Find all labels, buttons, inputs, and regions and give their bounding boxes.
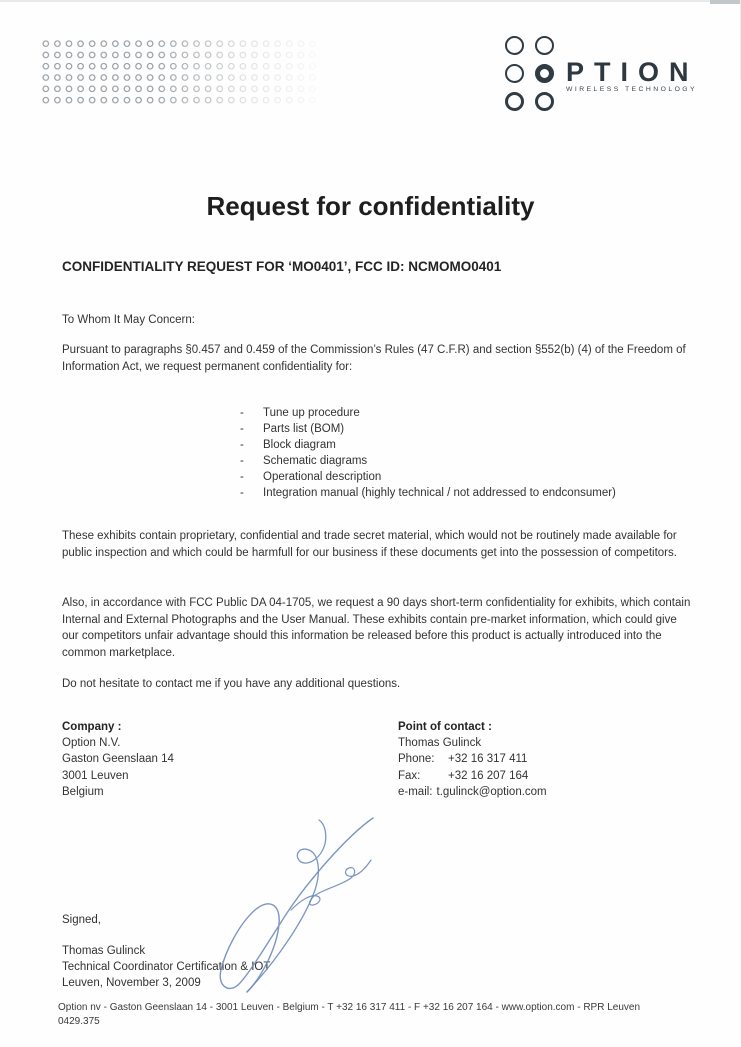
poc-heading: Point of contact : [398, 721, 492, 733]
logo-text-block [566, 57, 699, 111]
list-item [240, 453, 616, 469]
list-item [240, 469, 616, 485]
list-dash: - [240, 471, 244, 484]
company-name: Option N.V. [62, 737, 121, 750]
list-item-label: Tune up procedure [263, 407, 360, 419]
option-logo [505, 36, 699, 111]
dot-pattern-decoration [40, 38, 318, 106]
list-item [240, 437, 616, 453]
logo-letter-o-icon [535, 64, 554, 83]
list-item-label: Schematic diagrams [263, 455, 368, 468]
list-item-label: Integration manual (highly technical / not addressed to endconsumer) [263, 487, 616, 500]
signatory-block [62, 943, 270, 992]
company-heading: Company : [62, 721, 122, 733]
list-item [240, 405, 616, 421]
paragraph-contact-invite: Do not hesitate to contact me if you have any additional questions. [62, 678, 401, 690]
list-dash: - [240, 455, 244, 468]
list-item [240, 485, 616, 501]
fax-label: Fax: [398, 769, 421, 782]
logo-circle-icon [505, 92, 524, 111]
email-label: e-mail: [398, 785, 433, 798]
logo-circle-icon [505, 64, 524, 83]
phone-value: +32 16 317 411 [448, 753, 528, 766]
fax-value: +32 16 207 164 [448, 769, 529, 782]
company-country: Belgium [62, 785, 104, 798]
paragraph-exhibits: These exhibits contain proprietary, confidential and trade secret material, which would not be routinely made available for public inspection and which could be harmfull for our business if these documents get into the possession of competitors. [62, 530, 677, 559]
list-item-label: Block diagram [263, 439, 336, 452]
scan-artifact-top-line [0, 0, 741, 2]
company-street: Gaston Geenslaan 14 [62, 753, 174, 766]
poc-email-row [398, 784, 688, 800]
poc-fax-row [398, 768, 688, 784]
list-dash: - [240, 487, 244, 500]
logo-circle-icon [535, 92, 554, 111]
signature-place-date: Leuven, November 3, 2009 [62, 977, 201, 990]
exhibit-list [240, 405, 616, 502]
document-title: Request for confidentiality [206, 191, 535, 221]
signed-label: Signed, [62, 914, 102, 926]
poc-phone-row [398, 751, 688, 767]
logo-wordmark: PTION [566, 57, 699, 87]
list-item-label: Parts list (BOM) [263, 423, 345, 436]
logo-tagline: WIRELESS TECHNOLOGY [566, 86, 698, 93]
scan-artifact-corner-mark [710, 0, 741, 4]
email-value: t.gulinck@option.com [436, 785, 547, 798]
confidentiality-request-heading: CONFIDENTIALITY REQUEST FOR ‘MO0401’, FCC ID: NCMOMO0401 [62, 259, 502, 274]
logo-circle-grid-icon [505, 36, 554, 111]
company-city: 3001 Leuven [62, 769, 129, 782]
footer-line-2: 0429.375 [58, 1015, 100, 1027]
poc-name: Thomas Gulinck [398, 737, 482, 750]
letterhead-footer [58, 1001, 718, 1028]
paragraph-shortterm: Also, in accordance with FCC Public DA 04-1705, we request a 90 days short-term confidentiality for exhibits, which contain Internal and External Photographs and the User Manual. These exhibits contain pre-market information, which could give our competitors unfair advantage should this information be released before this product is actually introduced into the common marketplace. [62, 597, 691, 659]
signatory-role: Technical Coordinator Certification & IOT [62, 961, 271, 974]
paragraph-pursuant: Pursuant to paragraphs §0.457 and 0.459 of the Commission’s Rules (47 C.F.R) and section §552(b) (4) of the Freedom of Information Act, we request permanent confidentiality for: [62, 344, 686, 373]
list-dash: - [240, 439, 244, 452]
logo-circle-icon [505, 36, 524, 55]
signatory-name: Thomas Gulinck [62, 945, 146, 957]
list-item-label: Operational description [263, 471, 382, 484]
list-dash: - [240, 407, 244, 419]
salutation: To Whom It May Concern: [62, 314, 195, 326]
logo-circle-icon [535, 36, 554, 55]
list-dash: - [240, 423, 244, 436]
list-item [240, 421, 616, 437]
point-of-contact-block [398, 719, 688, 800]
phone-label: Phone: [398, 753, 435, 766]
company-block [62, 719, 342, 800]
footer-line-1: Option nv - Gaston Geenslaan 14 - 3001 Leuven - Belgium - T +32 16 317 411 - F +32 16 207 164 - www.option.com - RPR Leuven [58, 1002, 641, 1013]
